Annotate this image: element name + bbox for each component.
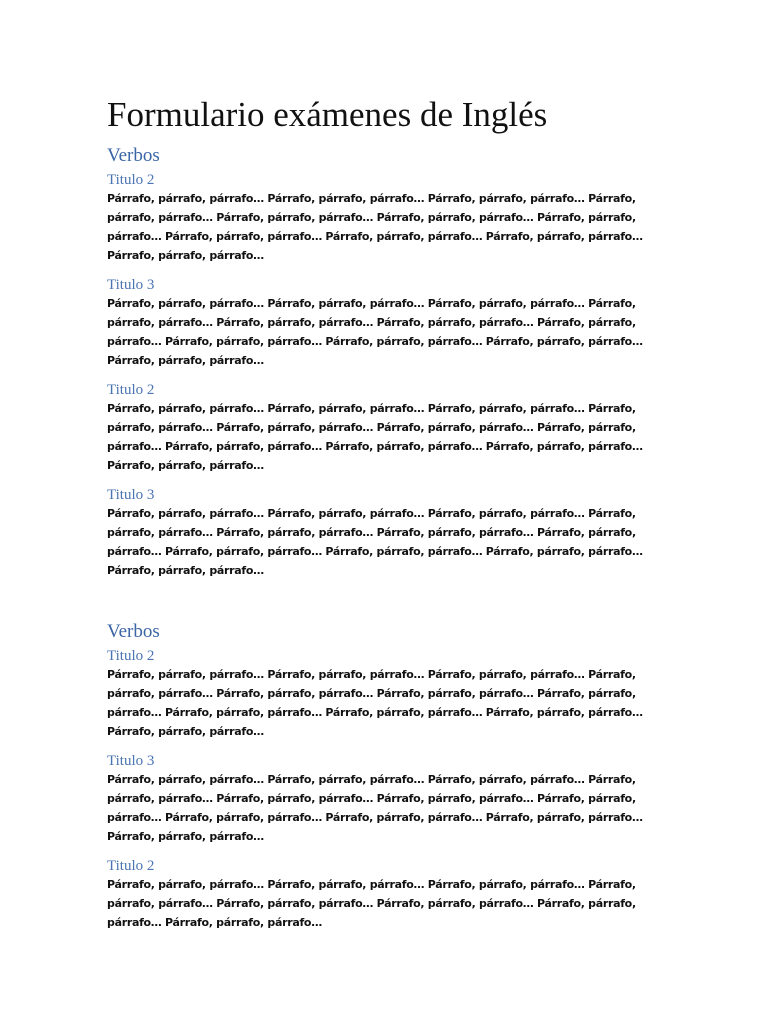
subheading: Titulo 3 xyxy=(107,487,155,503)
subheading: Titulo 2 xyxy=(107,382,155,398)
paragraph: Párrafo, párrafo, párrafo… Párrafo, párrafo, párrafo… Párrafo, párrafo, párrafo… Párrafo, párrafo, párrafo… Párrafo, párrafo, párrafo… Párrafo, párrafo, párrafo… Párrafo, párrafo, párrafo… Párrafo, párrafo, párrafo… Párrafo, párrafo, párrafo… Párrafo, párrafo, párrafo… Párrafo, párrafo, párrafo… xyxy=(107,297,643,367)
content-block xyxy=(107,486,667,580)
content-block xyxy=(107,857,667,932)
content-block xyxy=(107,647,667,741)
section-heading: Verbos xyxy=(107,145,160,166)
paragraph: Párrafo, párrafo, párrafo… Párrafo, párrafo, párrafo… Párrafo, párrafo, párrafo… Párrafo, párrafo, párrafo… Párrafo, párrafo, párrafo… Párrafo, párrafo, párrafo… Párrafo, párrafo, párrafo… Párrafo, párrafo, párrafo… Párrafo, párrafo, párrafo… Párrafo, párrafo, párrafo… Párrafo, párrafo, párrafo… xyxy=(107,668,643,738)
content-block xyxy=(107,171,667,265)
subheading: Titulo 3 xyxy=(107,277,155,293)
document-body xyxy=(107,94,667,943)
paragraph: Párrafo, párrafo, párrafo… Párrafo, párrafo, párrafo… Párrafo, párrafo, párrafo… Párrafo, párrafo, párrafo… Párrafo, párrafo, párrafo… Párrafo, párrafo, párrafo… Párrafo, párrafo, párrafo… Párrafo, párrafo, párrafo… xyxy=(107,878,636,929)
subheading: Titulo 2 xyxy=(107,858,155,874)
section-verbos-2 xyxy=(107,620,667,932)
paragraph: Párrafo, párrafo, párrafo… Párrafo, párrafo, párrafo… Párrafo, párrafo, párrafo… Párrafo, párrafo, párrafo… Párrafo, párrafo, párrafo… Párrafo, párrafo, párrafo… Párrafo, párrafo, párrafo… Párrafo, párrafo, párrafo… Párrafo, párrafo, párrafo… Párrafo, párrafo, párrafo… Párrafo, párrafo, párrafo… xyxy=(107,773,643,843)
subheading: Titulo 3 xyxy=(107,753,155,769)
subheading: Titulo 2 xyxy=(107,172,155,188)
paragraph: Párrafo, párrafo, párrafo… Párrafo, párrafo, párrafo… Párrafo, párrafo, párrafo… Párrafo, párrafo, párrafo… Párrafo, párrafo, párrafo… Párrafo, párrafo, párrafo… Párrafo, párrafo, párrafo… Párrafo, párrafo, párrafo… Párrafo, párrafo, párrafo… Párrafo, párrafo, párrafo… Párrafo, párrafo, párrafo… xyxy=(107,507,643,577)
content-block xyxy=(107,276,667,370)
paragraph: Párrafo, párrafo, párrafo… Párrafo, párrafo, párrafo… Párrafo, párrafo, párrafo… Párrafo, párrafo, párrafo… Párrafo, párrafo, párrafo… Párrafo, párrafo, párrafo… Párrafo, párrafo, párrafo… Párrafo, párrafo, párrafo… Párrafo, párrafo, párrafo… Párrafo, párrafo, párrafo… Párrafo, párrafo, párrafo… xyxy=(107,402,643,472)
content-block xyxy=(107,752,667,846)
section-heading: Verbos xyxy=(107,621,160,642)
subheading: Titulo 2 xyxy=(107,648,155,664)
content-block xyxy=(107,381,667,475)
paragraph: Párrafo, párrafo, párrafo… Párrafo, párrafo, párrafo… Párrafo, párrafo, párrafo… Párrafo, párrafo, párrafo… Párrafo, párrafo, párrafo… Párrafo, párrafo, párrafo… Párrafo, párrafo, párrafo… Párrafo, párrafo, párrafo… Párrafo, párrafo, párrafo… Párrafo, párrafo, párrafo… Párrafo, párrafo, párrafo… xyxy=(107,192,643,262)
document-title: Formulario exámenes de Inglés xyxy=(107,95,548,134)
section-verbos-1 xyxy=(107,144,667,580)
